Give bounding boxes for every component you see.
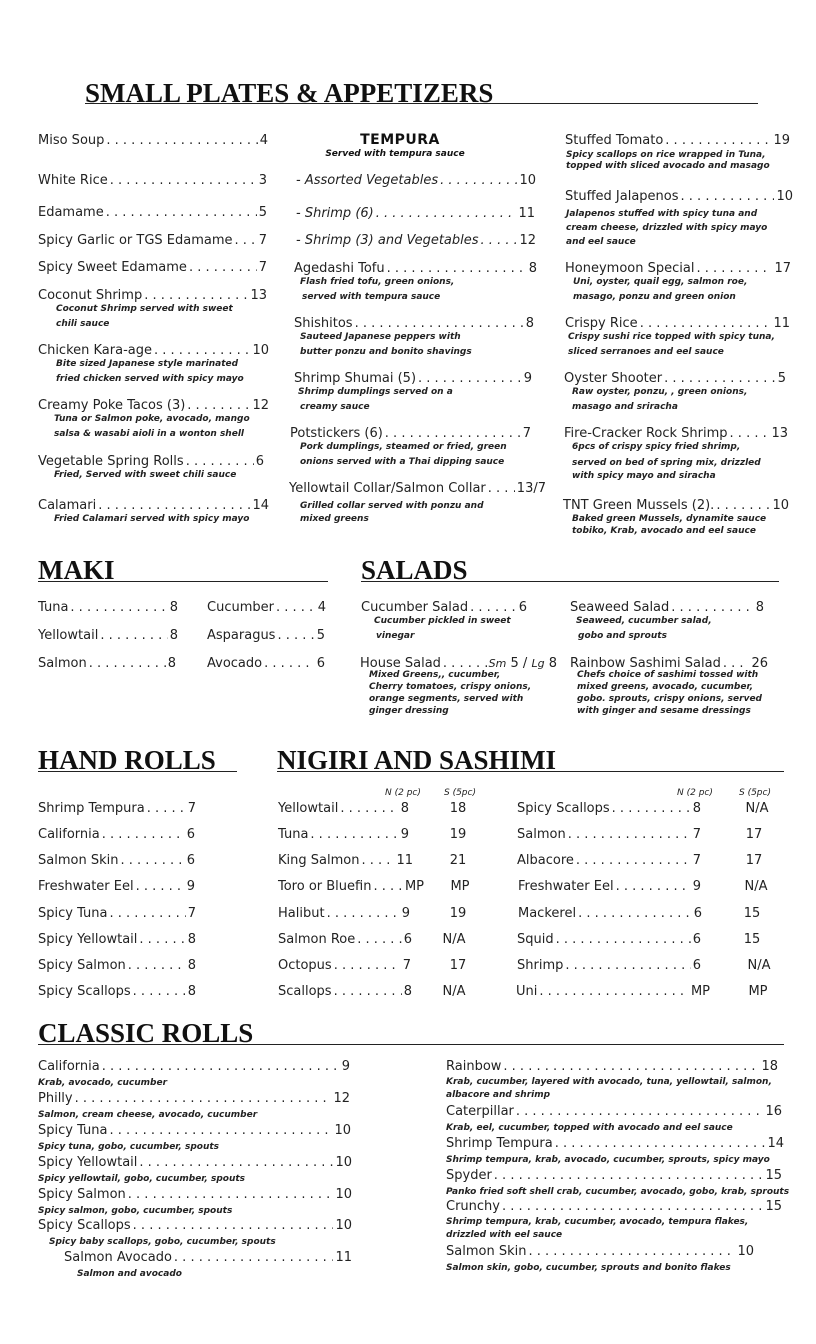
sashimi-price: 15: [743, 932, 761, 947]
item-description: Salmon skin, gobo, cucumber, sprouts and bonito flakes: [446, 1263, 731, 1273]
menu-item: Shishitos . . . 8: [294, 316, 534, 332]
section-title-salads: SALADS: [361, 555, 468, 585]
item-description: Cucumber pickled in sweet: [374, 616, 511, 626]
item-description: Shrimp dumplings served on a: [298, 387, 453, 397]
menu-item: Spicy Tuna . . . 10: [38, 1123, 351, 1139]
item-description: Seaweed, cucumber salad,: [576, 616, 712, 626]
menu-item: Salmon Skin . . . 6: [38, 853, 195, 869]
section-rule: [38, 1044, 784, 1045]
menu-item: Spicy Scallops . . . 8: [38, 984, 196, 1000]
tempura-subtitle: Served with tempura sauce: [325, 149, 465, 159]
item-description: Spicy tuna, gobo, cucumber, spouts: [38, 1142, 220, 1152]
item-description: Spicy baby scallops, gobo, cucumber, spouts: [49, 1237, 276, 1247]
menu-item: Edamame . . . 5: [38, 205, 267, 221]
item-description: Grilled collar served with ponzu and: [300, 501, 484, 511]
sashimi-price: N/A: [442, 984, 466, 999]
nigiri-row: Squid . . . 6: [517, 932, 701, 948]
menu-item: Calamari . . . 14: [38, 498, 269, 514]
menu-item: Crispy Rice . . . 11: [565, 316, 790, 332]
nigiri-row: Salmon Roe . . . 6: [278, 932, 412, 948]
item-description: chili sauce: [56, 319, 110, 329]
item-description: vinegar: [376, 631, 415, 641]
menu-item: Spicy Garlic or TGS Edamame . . . 7: [38, 233, 267, 249]
item-description: mixed greens, avocado, cucumber,: [577, 682, 754, 692]
item-description: ginger dressing: [369, 706, 449, 716]
menu-item: Potstickers (6) . . . 7: [290, 426, 531, 442]
item-description: Raw oyster, ponzu, , green onions,: [572, 387, 748, 397]
menu-item: Spicy Tuna . . . 7: [38, 906, 196, 922]
menu-item: Rainbow Sashimi Salad . . . 26: [570, 656, 768, 672]
menu-item: - Shrimp (3) and Vegetables . . . 12: [296, 233, 536, 249]
menu-item: House Salad . . . Sm 5 / Lg 8: [360, 656, 557, 672]
item-description: Spicy yellowtail, gobo, cucumber, spouts: [38, 1174, 246, 1184]
menu-item: California . . . 6: [38, 827, 195, 843]
section-title-hand-rolls: HAND ROLLS: [38, 745, 216, 775]
item-description: Shrimp tempura, krab, avocado, cucumber, sprouts, spicy mayo: [446, 1155, 770, 1165]
item-description: Bite sized Japanese style marinated: [56, 359, 239, 369]
nigiri-row: Spicy Scallops . . . 8: [517, 801, 701, 817]
item-description: Salmon, cream cheese, avocado, cucumber: [38, 1110, 258, 1120]
menu-item: Chicken Kara-age . . . 10: [38, 343, 269, 359]
nigiri-column-header: N (2 pc): [677, 788, 713, 798]
menu-item: Spicy Yellowtail . . . 10: [38, 1155, 352, 1171]
item-description: Coconut Shrimp served with sweet: [56, 304, 233, 314]
menu-item: Vegetable Spring Rolls . . . 6: [38, 454, 264, 470]
item-description: Fried Calamari served with spicy mayo: [54, 514, 250, 524]
nigiri-row: Salmon . . . 7: [517, 827, 701, 843]
menu-item: Crunchy . . . 15: [446, 1199, 782, 1215]
item-description: gobo and sprouts: [578, 631, 667, 641]
menu-item: Spicy Salmon . . . 8: [38, 958, 196, 974]
menu-item: Creamy Poke Tacos (3) . . . 12: [38, 398, 269, 414]
nigiri-row: Toro or Bluefin . . . MP: [278, 879, 424, 895]
item-description: 6pcs of crispy spicy fried shrimp,: [572, 442, 741, 452]
item-description: orange segments, served with: [369, 694, 524, 704]
menu-item: - Shrimp (6) . . . 11: [296, 206, 535, 222]
sashimi-price: N/A: [442, 932, 466, 947]
menu-item: Yellowtail Collar/Salmon Collar . . . 13/7: [289, 481, 546, 497]
item-description: masago, ponzu and green onion: [573, 292, 736, 302]
menu-item: - Assorted Vegetables . . . 10: [296, 173, 536, 189]
item-description: Panko fried soft shell crab, cucumber, avocado, gobo, krab, sprouts: [446, 1187, 790, 1197]
sashimi-price: N/A: [745, 801, 769, 816]
tempura-title: TEMPURA: [360, 132, 440, 148]
item-description: Crispy sushi rice topped with spicy tuna,: [568, 332, 775, 342]
item-description: creamy sauce: [300, 402, 370, 412]
item-description: and eel sauce: [566, 237, 636, 247]
item-description: Sauteed Japanese peppers with: [300, 332, 461, 342]
nigiri-column-header: N (2 pc): [385, 788, 421, 798]
item-description: Salmon and avocado: [77, 1269, 182, 1279]
sashimi-price: 19: [449, 906, 467, 921]
section-rule: [38, 581, 328, 582]
menu-item: TNT Green Mussels (2). . . . 10: [563, 498, 789, 514]
menu-item: Shrimp Tempura . . . 7: [38, 801, 196, 817]
menu-item: Fire-Cracker Rock Shrimp . . . 13: [564, 426, 788, 442]
item-description: Spicy salmon, gobo, cucumber, spouts: [38, 1206, 233, 1216]
nigiri-row: Albacore . . . 7: [517, 853, 701, 869]
menu-item: Rainbow . . . 18: [446, 1059, 778, 1075]
nigiri-row: Octopus . . . 7: [278, 958, 411, 974]
nigiri-row: Shrimp . . . 6: [517, 958, 701, 974]
sashimi-column-header: S (5pc): [739, 788, 771, 798]
section-rule: [85, 103, 758, 104]
menu-item: Shrimp Tempura . . . 14: [446, 1136, 784, 1152]
menu-item: Spicy Salmon . . . 10: [38, 1187, 352, 1203]
item-description: Krab, eel, cucumber, topped with avocado and eel sauce: [446, 1123, 733, 1133]
item-description: Flash fried tofu, green onions,: [300, 277, 455, 287]
menu-item: Honeymoon Special . . . 17: [565, 261, 791, 277]
nigiri-row: Tuna . . . 9: [278, 827, 409, 843]
item-description: with ginger and sesame dressings: [577, 706, 751, 716]
item-description: served with tempura sauce: [302, 292, 441, 302]
item-description: Mixed Greens,, cucumber,: [369, 670, 501, 680]
sashimi-price: 15: [743, 906, 761, 921]
item-description: Shrimp tempura, krab, cucumber, avocado, tempura flakes,: [446, 1217, 749, 1227]
item-description: Cherry tomatoes, crispy onions,: [369, 682, 532, 692]
item-description: Spicy scallops on rice wrapped in Tuna,: [566, 150, 766, 160]
item-description: cream cheese, drizzled with spicy mayo: [566, 223, 768, 233]
item-description: Fried, Served with sweet chili sauce: [54, 470, 237, 480]
menu-item: Philly . . . 12: [38, 1091, 350, 1107]
section-rule: [277, 771, 784, 772]
sashimi-price: N/A: [747, 958, 771, 973]
section-title-small-plates: SMALL PLATES & APPETIZERS: [85, 78, 494, 108]
item-description: masago and sriracha: [572, 402, 678, 412]
item-description: drizzled with eel sauce: [446, 1230, 563, 1240]
sashimi-price: 17: [745, 827, 763, 842]
item-description: mixed greens: [300, 514, 369, 524]
menu-item: Agedashi Tofu . . . 8: [294, 261, 537, 277]
nigiri-row: Halibut . . . 9: [278, 906, 410, 922]
menu-item: White Rice . . . 3: [38, 173, 267, 189]
item-description: Krab, cucumber, layered with avocado, tuna, yellowtail, salmon,: [446, 1077, 772, 1087]
menu-item: Freshwater Eel . . . 9: [38, 879, 195, 895]
menu-item: Spicy Sweet Edamame . . . 7: [38, 260, 267, 276]
nigiri-row: Scallops . . . 8: [278, 984, 412, 1000]
sashimi-price: 17: [745, 853, 763, 868]
section-rule: [38, 771, 237, 772]
item-description: salsa & wasabi aioli in a wonton shell: [54, 429, 244, 439]
nigiri-row: Mackerel . . . 6: [518, 906, 702, 922]
sashimi-price: 17: [449, 958, 467, 973]
sashimi-price: N/A: [744, 879, 768, 894]
item-description: topped with sliced avocado and masago: [566, 161, 770, 171]
nigiri-row: Yellowtail . . . 8: [278, 801, 409, 817]
menu-item: Tuna . . . 8: [38, 600, 178, 616]
menu-item: Coconut Shrimp . . . 13: [38, 288, 267, 304]
item-description: albacore and shrimp: [446, 1090, 551, 1100]
nigiri-row: King Salmon . . . 11: [278, 853, 413, 869]
menu-item: Spicy Yellowtail . . . 8: [38, 932, 196, 948]
menu-item: Spicy Scallops . . . 10: [38, 1218, 352, 1234]
item-description: Uni, oyster, quail egg, salmon roe,: [573, 277, 748, 287]
menu-item: Caterpillar . . . 16: [446, 1104, 782, 1120]
item-description: fried chicken served with spicy mayo: [56, 374, 244, 384]
section-title-nigiri-sashimi: NIGIRI AND SASHIMI: [277, 745, 557, 775]
sashimi-price: MP: [748, 984, 768, 999]
item-description: tobiko, Krab, avocado and eel sauce: [572, 526, 756, 536]
menu-item: Miso Soup . . . 4: [38, 133, 268, 149]
menu-item: Stuffed Jalapenos . . . 10: [565, 189, 793, 205]
sashimi-price: MP: [450, 879, 470, 894]
menu-item: Salmon Avocado . . . 11: [64, 1250, 352, 1266]
menu-item: California . . . 9: [38, 1059, 350, 1075]
item-description: Chefs choice of sashimi tossed with: [577, 670, 759, 680]
menu-item: Shrimp Shumai (5) . . . 9: [294, 371, 532, 387]
item-description: gobo. sprouts, crispy onions, served: [577, 694, 762, 704]
section-title-classic-rolls: CLASSIC ROLLS: [38, 1018, 254, 1048]
menu-item: Asparagus . . . 5: [207, 628, 325, 644]
menu-item: Stuffed Tomato . . . 19: [565, 133, 790, 149]
sashimi-column-header: S (5pc): [444, 788, 476, 798]
menu-item: Salmon Skin . . . 10: [446, 1244, 754, 1260]
item-description: Krab, avocado, cucumber: [38, 1078, 168, 1088]
section-title-maki: MAKI: [38, 555, 115, 585]
menu-item: Cucumber . . . 4: [207, 600, 326, 616]
item-description: Baked green Mussels, dynamite sauce: [572, 514, 767, 524]
nigiri-row: Freshwater Eel . . . 9: [518, 879, 701, 895]
item-description: Jalapenos stuffed with spicy tuna and: [566, 209, 758, 219]
item-description: onions served with a Thai dipping sauce: [300, 457, 505, 467]
item-description: served on bed of spring mix, drizzled: [572, 458, 761, 468]
item-description: Pork dumplings, steamed or fried, green: [300, 442, 507, 452]
menu-item: Spyder . . . 15: [446, 1168, 782, 1184]
nigiri-row: Uni . . . MP: [516, 984, 710, 1000]
sashimi-price: 21: [449, 853, 467, 868]
menu-item: Yellowtail . . . 8: [38, 628, 178, 644]
item-description: with spicy mayo and siracha: [572, 471, 716, 481]
item-description: Tuna or Salmon poke, avocado, mango: [54, 414, 250, 424]
menu-item: Salmon . . . 8: [38, 656, 176, 672]
menu-item: Seaweed Salad . . . 8: [570, 600, 764, 616]
item-description: sliced serranoes and eel sauce: [568, 347, 724, 357]
sashimi-price: 18: [449, 801, 467, 816]
menu-item: Avocado . . . 6: [207, 656, 325, 672]
menu-item: Oyster Shooter . . . 5: [564, 371, 786, 387]
sashimi-price: 19: [449, 827, 467, 842]
menu-item: Cucumber Salad . . . 6: [361, 600, 527, 616]
item-description: butter ponzu and bonito shavings: [300, 347, 472, 357]
section-rule: [361, 581, 779, 582]
